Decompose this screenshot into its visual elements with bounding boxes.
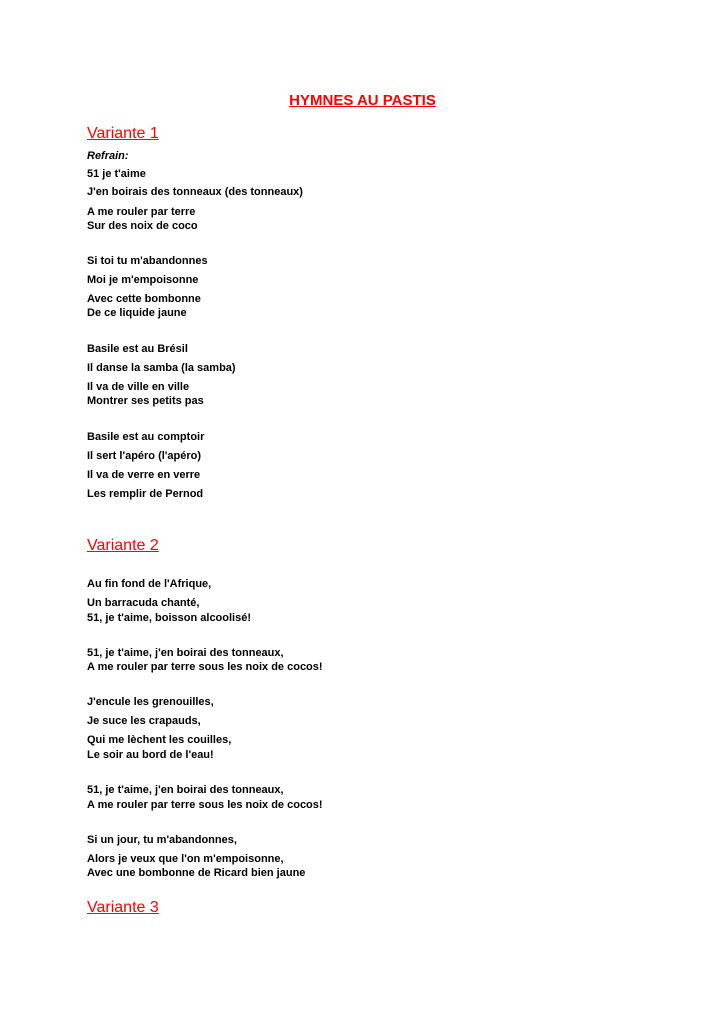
lyric-line: A me rouler par terre [87,206,196,218]
variante-1-heading: Variante 1 [87,125,159,142]
page-title: HYMNES AU PASTIS [289,92,436,109]
lyric-line: Basile est au Brésil [87,343,188,355]
lyric-line: Moi je m'empoisonne [87,274,199,286]
lyric-line: Avec une bombonne de Ricard bien jaune [87,867,306,879]
lyric-line: Il va de ville en ville [87,381,190,393]
lyric-line: Si toi tu m'abandonnes [87,255,208,267]
lyric-line: Sur des noix de coco [87,220,198,232]
refrain-label: Refrain: [87,150,129,162]
lyric-line: Je suce les crapauds, [87,715,201,727]
lyric-line: Le soir au bord de l'eau! [87,749,214,761]
lyric-line: J'en boirais des tonneaux (des tonneaux) [87,186,303,198]
lyric-line: Il va de verre en verre [87,469,201,481]
lyric-line: Basile est au comptoir [87,431,205,443]
variante-2-heading: Variante 2 [87,537,159,554]
lyric-line: Il danse la samba (la samba) [87,362,236,374]
lyric-line: A me rouler par terre sous les noix de cocos! [87,661,323,673]
lyric-line: 51, je t'aime, boisson alcoolisé! [87,612,252,624]
lyric-line: 51, je t'aime, j'en boirai des tonneaux, [87,647,284,659]
lyric-line: Au fin fond de l'Afrique, [87,578,212,590]
lyric-line: Avec cette bombonne [87,293,201,305]
lyric-line: J'encule les grenouilles, [87,696,214,708]
lyric-line: A me rouler par terre sous les noix de cocos! [87,799,323,811]
lyric-line: Les remplir de Pernod [87,488,204,500]
lyric-line: Qui me lèchent les couilles, [87,734,232,746]
lyric-line: Il sert l'apéro (l'apéro) [87,450,202,462]
lyric-line: 51 je t'aime [87,168,146,180]
lyric-line: Alors je veux que l'on m'empoisonne, [87,853,284,865]
lyric-line: De ce liquide jaune [87,307,187,319]
lyric-line: 51, je t'aime, j'en boirai des tonneaux, [87,784,284,796]
lyric-line: Montrer ses petits pas [87,395,204,407]
variante-3-heading: Variante 3 [87,899,159,916]
lyric-line: Si un jour, tu m'abandonnes, [87,834,237,846]
lyric-line: Un barracuda chanté, [87,597,200,609]
